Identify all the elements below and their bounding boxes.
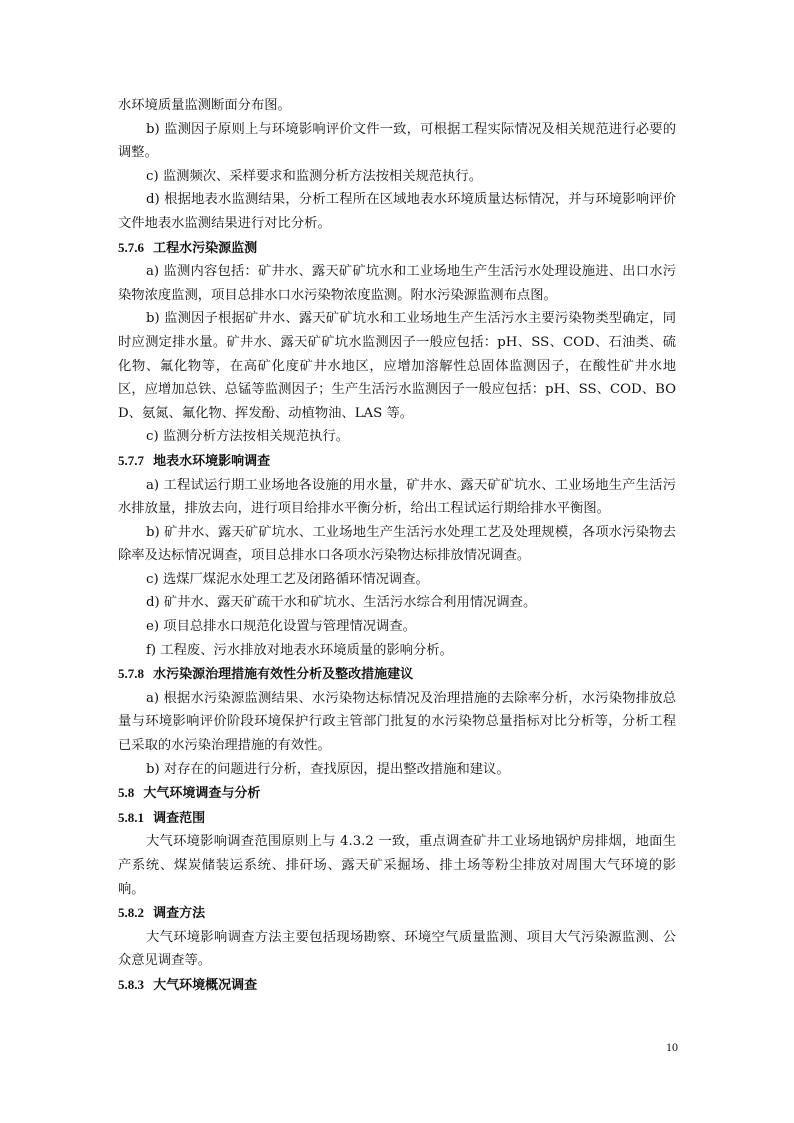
- section-heading: [118, 449, 676, 474]
- paragraph: c) 监测频次、采样要求和监测分析方法按相关规范执行。: [146, 168, 482, 184]
- paragraph: b) 监测因子根据矿井水、露天矿矿坑水和工业场地生产生活污水主要污染物类型确定，同时应测定排水量。矿井水、露天矿矿坑水监测因子一般应包括：pH、SS、COD、石油类、硫化物、氟化物等，在高矿化度矿井水地区，应增加溶解性总固体监测因子，在酸性矿井水地区，应增加总铁、总锰等监测因子；生产生活污水监测因子一般应包括：pH、SS、COD、BOD、氨氮、氟化物、挥发酚、动植物油、LAS 等。: [118, 311, 676, 421]
- paragraph: e) 项目总排水口规范化设置与管理情况调查。: [146, 619, 416, 635]
- paragraph: c) 监测分析方法按相关规范执行。: [146, 429, 350, 445]
- section-number: 5.8.1: [118, 809, 144, 825]
- section-heading: [118, 901, 676, 926]
- paragraph: a) 工程试运行期工业场地各设施的用水量，矿井水、露天矿矿坑水、工业场地生产生活污水排放量，排放去向，进行项目给排水平衡分析，给出工程试运行期给排水平衡图。: [118, 477, 676, 517]
- section-heading: [118, 973, 676, 998]
- paragraph: 大气环境影响调查范围原则上与 4.3.2 一致，重点调查矿井工业场地锅炉房排烟，地面生产系统、煤炭储装运系统、排矸场、露天矿采掘场、排土场等粉尘排放对周围大气环境的影响。: [118, 834, 676, 897]
- section-number: 5.7.8: [118, 666, 144, 682]
- section-number: 5.7.6: [118, 239, 144, 255]
- paragraph: d) 根据地表水监测结果，分析工程所在区域地表水环境质量达标情况，并与环境影响评价文件地表水监测结果进行对比分析。: [118, 192, 676, 231]
- section-title: 工程水污染源监测: [153, 240, 258, 256]
- paragraph: 大气环境影响调查方法主要包括现场勘察、环境空气质量监测、项目大气污染源监测、公众意见调查等。: [118, 929, 676, 969]
- section-title: 地表水环境影响调查: [153, 453, 271, 469]
- section-title: 大气环境概况调查: [153, 977, 258, 993]
- section-heading: [118, 781, 676, 806]
- paragraph: c) 选煤厂煤泥水处理工艺及闭路循环情况调查。: [146, 571, 429, 587]
- paragraph: 水环境质量监测断面分布图。: [118, 98, 291, 113]
- section-heading: [118, 806, 676, 831]
- paragraph: a) 监测内容包括：矿井水、露天矿矿坑水和工业场地生产生活污水处理设施进、出口水污染物浓度监测，项目总排水口水污染物浓度监测。附水污染源监测布点图。: [118, 264, 676, 303]
- document-body: [118, 94, 676, 998]
- section-title: 调查方法: [153, 906, 206, 922]
- section-heading: [118, 236, 676, 261]
- paragraph: a) 根据水污染源监测结果、水污染物达标情况及治理措施的去除率分析，水污染物排放总量与环境影响评价阶段环境保护行政主管部门批复的水污染物总量指标对比分析等，分析工程已采取的水污染治理措施的有效性。: [118, 690, 676, 754]
- paragraph: b) 对存在的问题进行分析，查找原因，提出整改措施和建议。: [146, 761, 510, 777]
- paragraph: f) 工程废、污水排放对地表水环境质量的影响分析。: [146, 642, 453, 658]
- page-number: 10: [666, 1040, 678, 1054]
- section-number: 5.8.2: [118, 905, 144, 921]
- section-title: 大气环境调查与分析: [143, 786, 261, 802]
- paragraph: d) 矿井水、露天矿疏干水和矿坑水、生活污水综合利用情况调查。: [146, 595, 537, 611]
- section-title: 调查范围: [153, 810, 206, 826]
- paragraph: b) 监测因子原则上与环境影响评价文件一致，可根据工程实际情况及相关规范进行必要的调整。: [118, 121, 676, 161]
- paragraph: b) 矿井水、露天矿矿坑水、工业场地生产生活污水处理工艺及处理规模，各项水污染物去除率及达标情况调查，项目总排水口各项水污染物达标排放情况调查。: [118, 524, 676, 564]
- section-number: 5.8: [118, 785, 135, 801]
- section-title: 水污染源治理措施有效性分析及整改措施建议: [153, 667, 414, 683]
- section-number: 5.8.3: [118, 976, 144, 992]
- section-number: 5.7.7: [118, 452, 144, 468]
- section-heading: [118, 662, 676, 687]
